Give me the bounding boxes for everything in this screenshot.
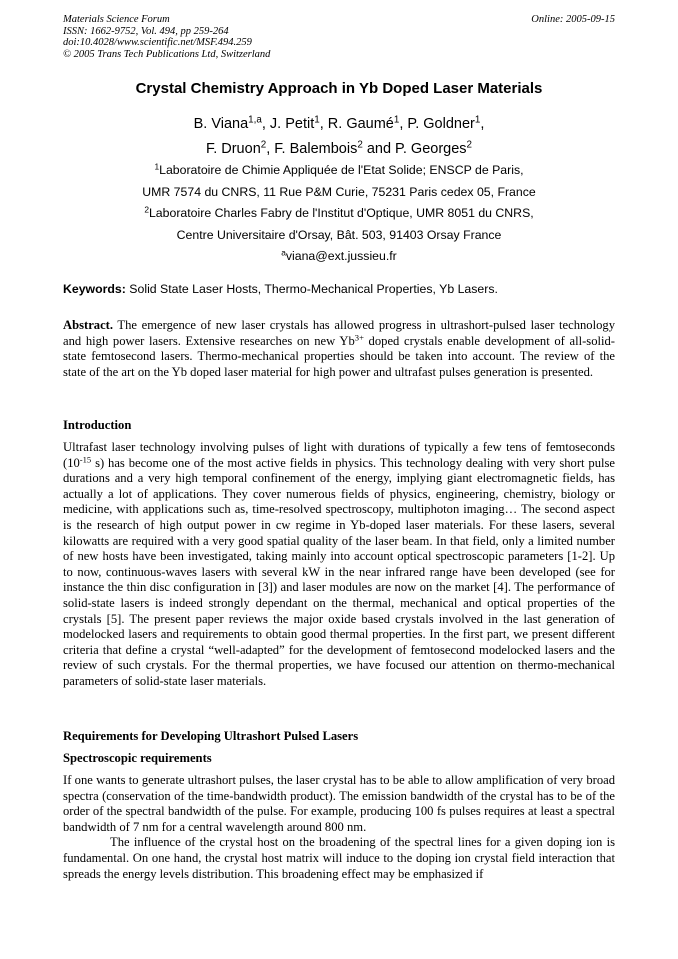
author-name: , F. Balembois: [266, 141, 358, 157]
requirements-heading: Requirements for Developing Ultrashort Pulsed Lasers: [63, 729, 359, 743]
requirements-paragraph-1: If one wants to generate ultrashort pulses, the laser crystal has to be able to allow amplification of very broad spectra (conservation of the time-bandwidth product). The emission bandwidth of the crystal has to be of the order of the spectral bandwidth of the pulse. For example, producing 100 fs pulses requires at least a spectral bandwidth of 7 nm for a central wavelength around 800 nm.: [63, 773, 615, 834]
author-affil-mark: 2: [466, 139, 473, 151]
author-name: , R. Gaumé: [319, 116, 394, 132]
author-affil-mark: 1: [314, 114, 320, 126]
email-line: [0, 246, 678, 268]
requirements-paragraph-2: The influence of the crystal host on the broadening of the spectral lines for a given doping ion is fundamental. On one hand, the crystal host matrix will induce to the doping ion crystal field interaction that spreads the energy levels distribution. This broadening effect may be emphasized if: [63, 835, 615, 881]
ion-charge: 3+: [354, 331, 364, 342]
author-name: F. Druon: [205, 141, 261, 157]
author-line-1: [0, 112, 678, 137]
author-separator: ,: [480, 116, 485, 132]
intro-text: s) has become one of the most active fields in physics. This technology dealing with very short pulse durations and a very high temporal confinement of the energy, implying giant electromagnetic fields, has actually a lot of applications. They cover numerous fields of physics, engineering, chemistry, biology or medicine, with applications such as, time-resolved spectroscopy, multiphoton imaging… The second aspect is the research of high output power in cw regime in Yb-doped laser materials. For these lasers, several kilowatts are required with a very good spatial quality of the laser beam. In that field, only a limited number of new hosts have been investigated, taking mainly into account optical spectroscopic parameters [1-2]. Up to now, continuous-waves lasers with several kW in the near infrared range have been developed (see for instance the thin disc configuration in [3]) and laser modules are now on the market [4]. The performance of solid-state lasers is indeed strongly dependant on the thermal, mechanical and optical properties of the crystals [5]. The present paper reviews the major oxide based crystals involved in the last generation of modelocked lasers and requirements to obtain good thermal properties. In the first part, we present different criteria that define a crystal “well-adapted” for the development of femtosecond modelocked lasers and the review of such crystals. For the thermal properties, we have focused our attention on thermo-mechanical parameters of solid-state laser materials.: [63, 455, 615, 688]
author-email: viana@ext.jussieu.fr: [285, 249, 397, 263]
spectroscopic-subheading: Spectroscopic requirements: [63, 751, 212, 765]
author-affil-mark: 2: [260, 139, 267, 151]
author-affil-mark: 2: [357, 139, 363, 151]
keywords-label: Keywords:: [63, 282, 126, 296]
author-list: [0, 112, 678, 162]
email-mark: a: [281, 247, 286, 258]
abstract-text: doped crystals enable development of all-solid-state femtosecond lasers. Thermo-mechanical properties should be taken into account. The review of the state of the art on the Yb doped laser material for high power and ultrafast pulses generation is presented.: [63, 333, 615, 379]
affiliation-2-line-1: [0, 203, 678, 225]
affil-mark: 1: [154, 161, 160, 172]
introduction-paragraph: [63, 440, 615, 690]
online-date: Online: 2005-09-15: [531, 14, 615, 25]
affiliation-text: Laboratoire Charles Fabry de l'Institut d'Optique, UMR 8051 du CNRS,: [148, 206, 534, 220]
journal-name: Materials Science Forum: [63, 14, 170, 25]
copyright-line: © 2005 Trans Tech Publications Ltd, Switzerland: [63, 48, 271, 60]
affiliation-2-line-2: Centre Universitaire d'Orsay, Bât. 503, 91403 Orsay France: [176, 227, 502, 242]
paper-title: Crystal Chemistry Approach in Yb Doped Laser Materials: [135, 80, 543, 97]
keywords: [63, 282, 498, 296]
affiliation-1-line-2: UMR 7574 du CNRS, 11 Rue P&M Curie, 75231 Paris cedex 05, France: [142, 184, 536, 199]
author-name: and P. Georges: [362, 141, 467, 157]
author-affil-mark: 1,a: [248, 114, 262, 126]
author-name: , J. Petit: [261, 116, 315, 132]
affiliation-text: Laboratoire de Chimie Appliquée de l'Etat Solide; ENSCP de Paris,: [159, 163, 524, 177]
doi-line: doi:10.4028/www.scientific.net/MSF.494.259: [63, 37, 252, 48]
abstract-text: The emergence of new laser crystals has allowed progress in ultrashort-pulsed laser technology and high power lasers. Extensive researches on new Yb: [63, 318, 615, 348]
author-line-2: [0, 137, 678, 162]
keywords-text: Solid State Laser Hosts, Thermo-Mechanical Properties, Yb Lasers.: [125, 282, 498, 296]
affiliation-1-line-1: [0, 160, 678, 182]
exponent: -15: [79, 453, 92, 464]
journal-header: [63, 14, 270, 60]
author-affil-mark: 1: [393, 114, 400, 126]
author-name: B. Viana: [193, 116, 249, 132]
introduction-body: [63, 440, 615, 690]
intro-text: Ultrafast laser technology involving pulses of light with durations of typically a few tens of femtoseconds (10: [63, 440, 615, 470]
requirements-body: [63, 773, 615, 882]
abstract: [63, 318, 615, 380]
affiliations: [0, 160, 678, 268]
affil-mark: 2: [144, 204, 149, 215]
introduction-heading: Introduction: [63, 418, 132, 432]
abstract-paragraph: [63, 318, 615, 380]
author-name: , P. Goldner: [399, 116, 475, 132]
issn-line: ISSN: 1662-9752, Vol. 494, pp 259-264: [63, 25, 229, 37]
author-affil-mark: 1: [474, 114, 481, 126]
abstract-label: Abstract.: [63, 318, 114, 332]
